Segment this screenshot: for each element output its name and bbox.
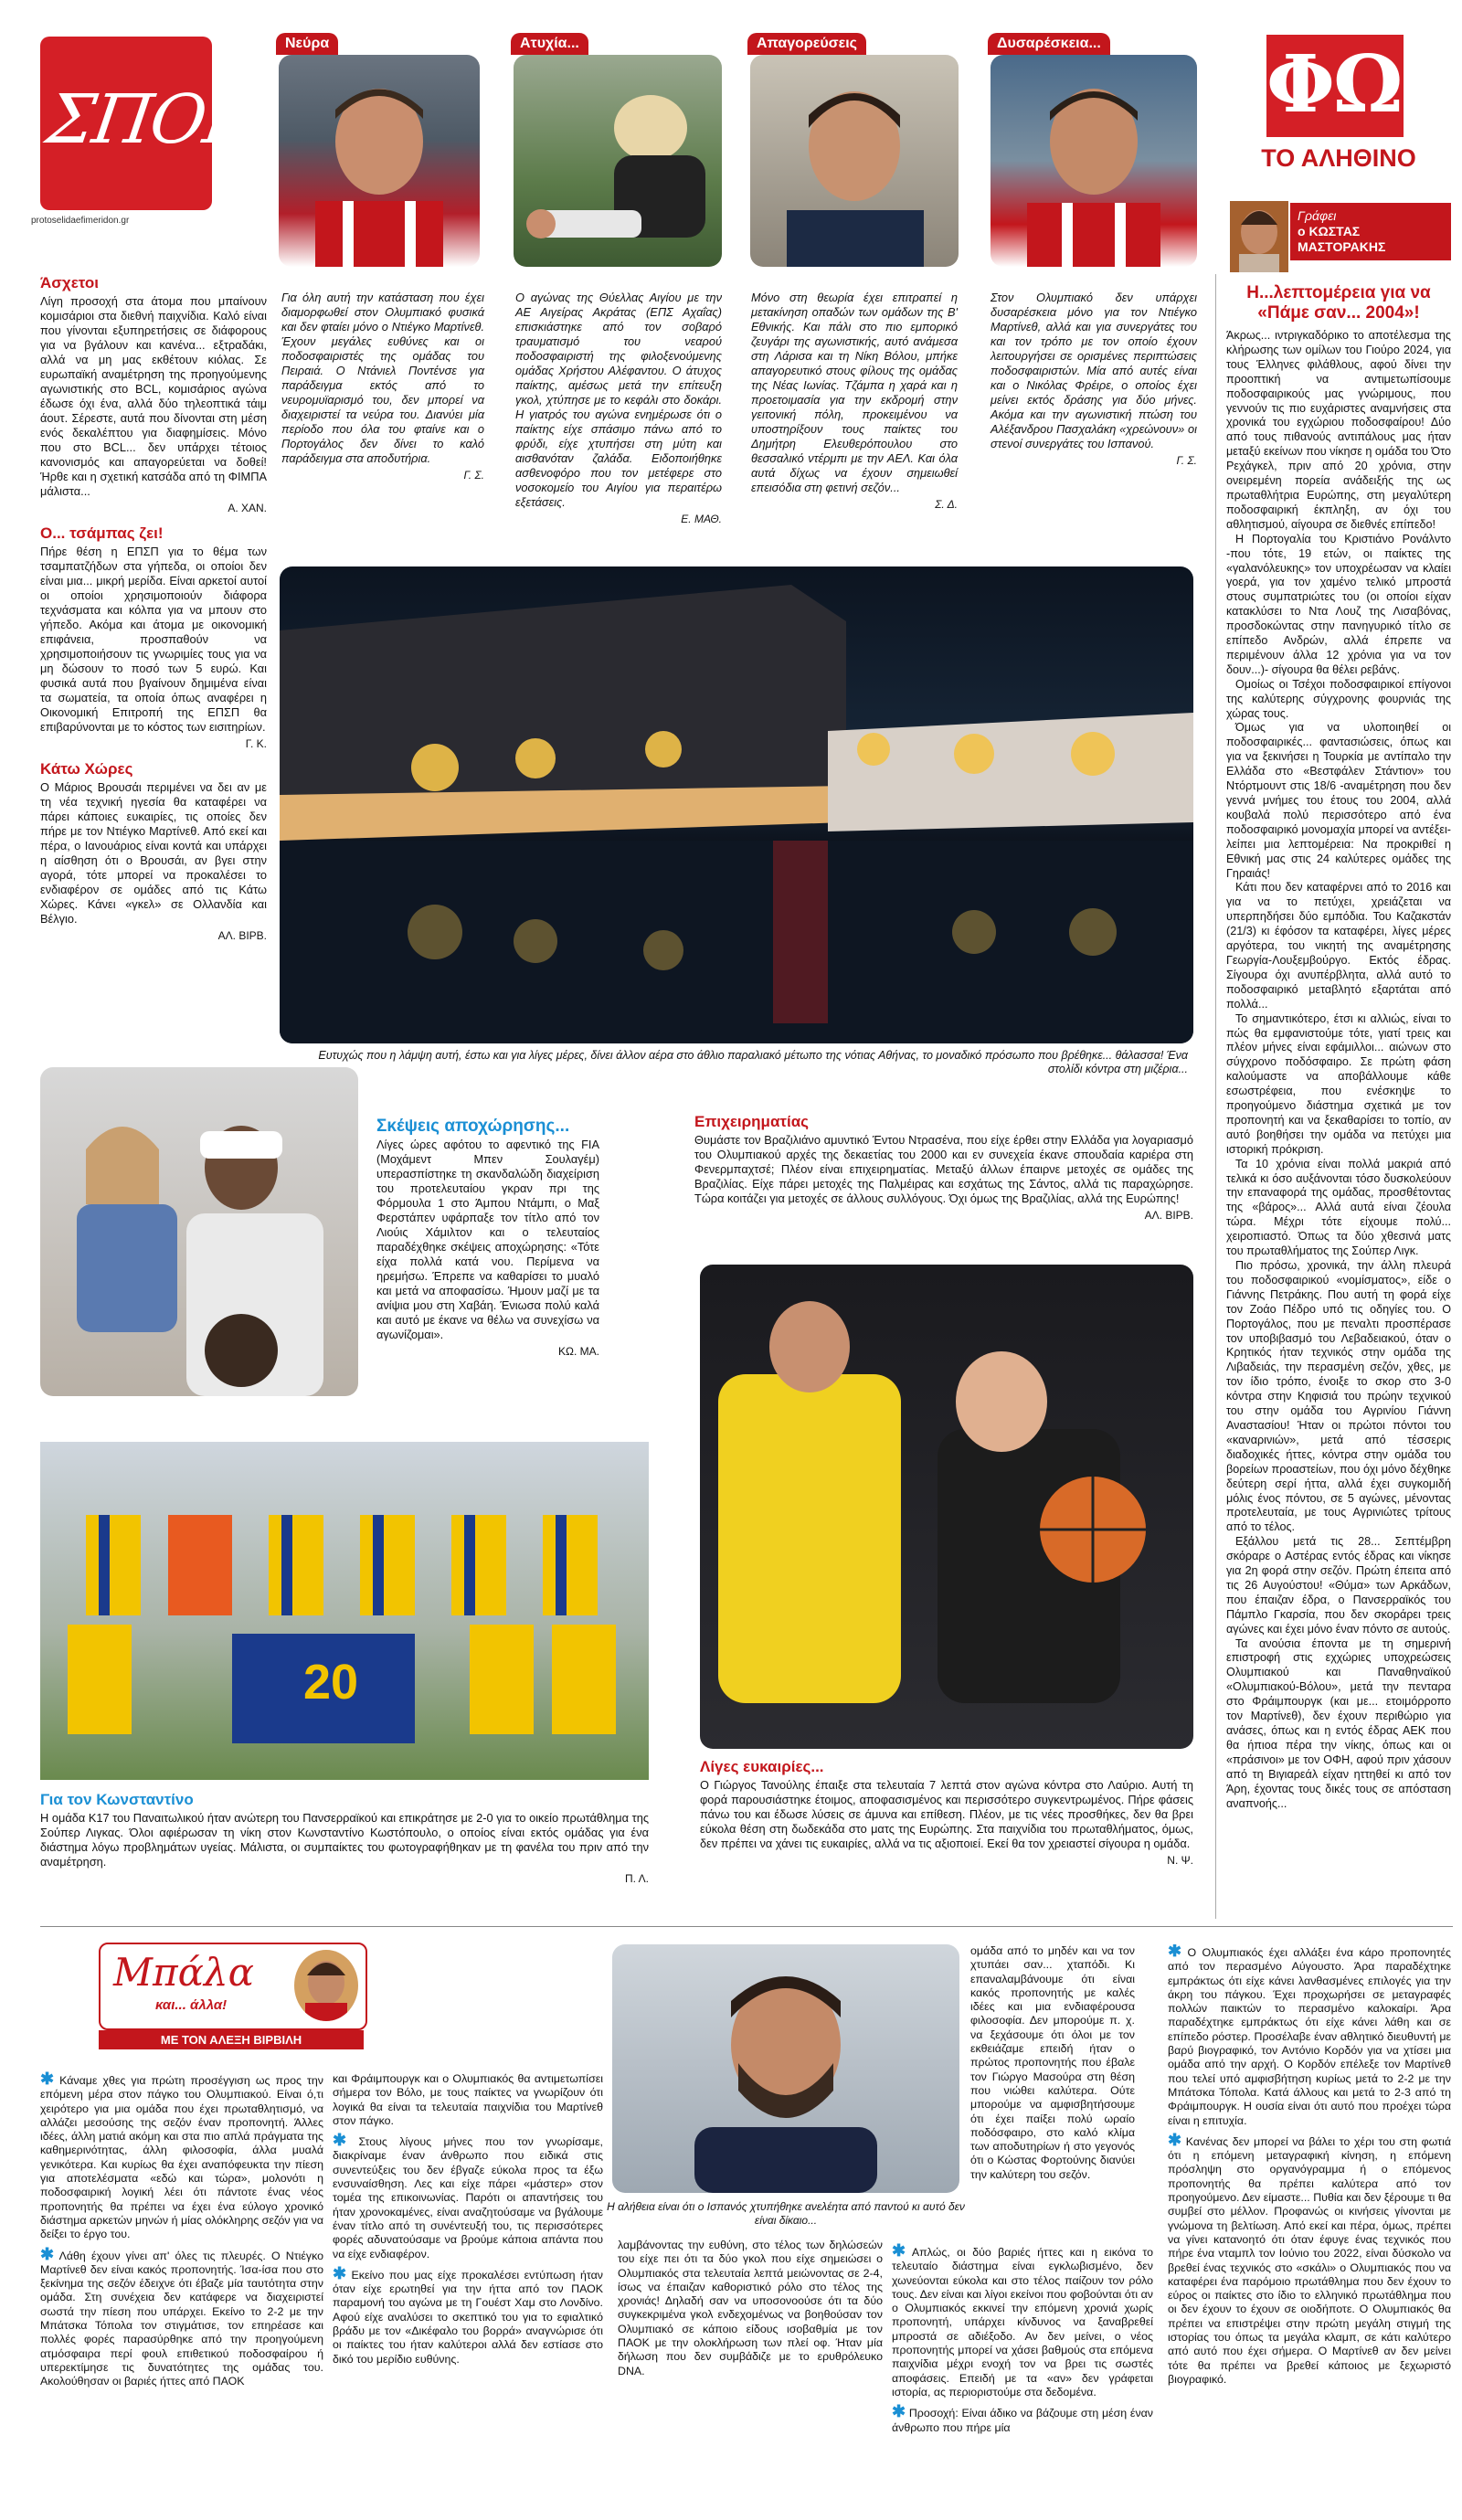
photo-basketball [700, 1265, 1193, 1749]
mpala-p4-text: Στους λίγους μήνες που τον γνωρίσαμε, διακρίναμε έναν άνθρωπο που ειδικά στις συνεντεύξεις του δεν έβγαζε εύκολα προς τα έξω ενσυναίσθηση. Λες και είχε πάρει «μάστερ» στον τομέα της επικοινωνίας. Παρότι οι απαντήσεις του ήταν χρονοκαμένες, είναι αναζητούσαμε να βγάλουμε έναν τίτλο από τη συνέντευξή του, τις περισσότερες φορές αδυνατούσαμε να βρούμε κάποια απάντα που να είχε ενδιαφέρον. [333, 2135, 603, 2261]
thoughts-sig: ΚΩ. ΜΑ. [558, 1345, 599, 1358]
neura-sig: Γ. Σ. [463, 469, 484, 482]
star-icon: ✱ [1168, 1944, 1182, 1960]
player2-portrait-icon [991, 55, 1197, 267]
apagoreuseis-body: Μόνο στη θεωρία έχει επιτραπεί η μετακίνηση οπαδών των ομάδων της Β' Εθνικής. Και πάλι στο πιο εμπορικό ζευγάρι της αγωνιστικής, αυτό ανάμεσα στη Λάρισα και τη Νίκη Βόλου, μπήκε απαγορευτικό στους φίλους της ομάδας της Νέας Ιωνίας. Τζάμπα η χαρά και η προετοιμασία για την εκδρομή στην γειτονική πόλη, προκειμένου να υποστηρίξουν τους παίκτες του Δημήτρη Ελευθερόπουλου στο θεσσαλικό ντέρμπι με την ΑΕΛ. Και όλα αυτά δίχως να έχουν σημειωθεί επεισόδια στη φετινή σεζόν... [751, 291, 958, 494]
injury-scene-icon [514, 55, 722, 267]
fos-byline [1290, 203, 1451, 260]
night-building-icon [280, 566, 1193, 1043]
photo-coach [750, 55, 959, 267]
cat-dysaresk: Δυσαρέσκεια... [988, 33, 1110, 55]
fos-p4: Όμως για να υλοποιηθεί οι ποδοσφαιρικές... φαντασιώσεις, όπως και για να ξεκινήσει η Τουρκία με αντίπαλο την Ελλάδα στο «Βεστφάλεν Στάντιον» του Ντόρτμουντ στις 18/6 -αναμέτρηση που δεν γεννά μνήμες του έτους του 2004, αλλά κουβαλά πολύ περισσότερο από ένα ποδοσφαιρικό μονομαχία μπορεί να αντέξει- λείπει μια λεπτομέρεια: Να προκριθεί η Εθνική μας στις 24 καλύτερες ομάδες της Γηραιάς! [1226, 721, 1451, 880]
tsampas-sig: Γ. Κ. [245, 737, 267, 750]
player-portrait-icon [279, 55, 480, 267]
mpala-col-1 [40, 2072, 323, 2389]
bottom-section-divider [40, 1926, 1453, 1927]
site-url: protoselidaefimeridon.gr [31, 216, 130, 226]
article-konstantinos [40, 1791, 649, 1886]
heading-konstantinos: Για τον Κωνσταντίνο [40, 1791, 194, 1808]
mpala-p10 [1168, 2130, 1451, 2387]
heading-asxetoi: Άσχετοι [40, 274, 99, 291]
text-dysaresk [991, 291, 1197, 468]
heading-business: Επιχειρηματίας [694, 1113, 810, 1130]
star-icon: ✱ [892, 2241, 906, 2260]
mpala-p9-text: Ο Ολυμπιακός έχει αλλάξει ένα κάρο προπονητές από τον περασμένο Αύγουστο. Άρα παραδέχτηκε εμπράκτως ότι είχε κάνει λανθασμένες επιλογές για την άκρη του πάγκου. Έχει προχωρήσει σε μεταγραφές πολλών παικτών το περασμένο καλοκαίρι. Άρα παραδέχτηκε εμπράκτως ότι είχε κάνει λάθη και σε επίπεδο ρόστερ. Προσέλαβε έναν αθλητικό διευθυντή με βαρύ βιογραφικό, τον Αντόνιο Κορδόν για να χτίσει μια ομάδα από την αρχή. Ο Κορδόν επέλεξε τον Μαρτίνεθ που τελεί υπό αμφισβήτηση κυρίως μετά το 2-2 με την Μπάτσκα Τόπολα. Κατά άλλους και μετά το 2-3 από τη Φράιμπουργκ. Η ουσία είναι ότι αυτό που προέχει τώρα είναι η επιτυχία. [1168, 1946, 1451, 2127]
kato-xores-sig: ΑΛ. ΒΙΡΒ. [217, 929, 267, 942]
mpala-p5 [333, 2263, 603, 2366]
fos-p9: Εξάλλου μετά τις 28... Σεπτέμβρη σκόραρε ο Αστέρας εντός έδρας και νίκησε για 2η φορά στην σεζόν. Πρώτη έπειτα από τις 26 Αυγούστου! «Θύμα» των Αρκάδων, που έπαιζαν έδρα, ο Πανσερραϊκός του Πάμπλο Γκαρσία, που δεν σκοράρει τρεις αγώνες και έχει μόνο έναν πόντο σε αυτούς. [1226, 1535, 1451, 1636]
fos-article-body [1226, 329, 1451, 1919]
photo-injury [514, 55, 722, 267]
photo-hamilton [40, 1067, 358, 1396]
mpala-logo-sub: και... άλλα! [155, 1997, 228, 2013]
star-icon: ✱ [892, 2402, 906, 2421]
mpala-prosochi-text: Προσοχή: Είναι άδικο να βάζουμε στη μέση έναν άνθρωπο που πήρε μία [892, 2407, 1153, 2434]
photo-podence [279, 55, 480, 267]
mpala-p2 [40, 2244, 323, 2389]
mpala-p8-text: Απλώς, οι δύο βαριές ήττες και η εικόνα το τελευταίο διάστημα είναι εγκλωβισμένο, δεν χωνεύονται εύκολα και στο τέλος παίζουν τον ρόλο τους. Δεν είναι και λίγοι εκείνοι που φοβούνται ότι αν ο Ολυμπιακός εκκινεί την επόμενη χρονιά χωρίς προπονητή, υπάρχει κίνδυνος να ξαναβρεθεί μπροστά σε αδιέξοδο. Αν δεν μείνει, ο νέος προπονητής μπορεί να χάσει βαθμούς στα επόμενα παιχνίδια μέχρι ενοχή τον να βρει τις σωστές αποφάσεις. Επειδή με τα «αν» δεν γράφεται ιστορία, ας περιοριστούμε στα δεδομένα. [892, 2246, 1154, 2398]
photo-martinez-bottom [612, 1944, 959, 2193]
mpala-prosochi [892, 2402, 1153, 2435]
heading-kato-xores: Κάτω Χώρες [40, 760, 133, 778]
fos-p8: Πιο πρόσω, χρονικά, την άλλη πλευρά του ποδοσφαιρικού «νομίσματος», είδε ο Γιάννης Πετράκης. Που αυτή τη φορά είχε τον Ζοάο Πέδρο υπό τις οδηγίες του. Ο Πορτογάλος, που με πεναλτι προσπέρασε τον υποβιβασμό του Λεβαδειακού, όταν ο Κρητικός ήταν τεχνικός στην ομάδα της Λιβαδειάς, την περασμένη σεζόν, χθες, με τον ίδιο τρόπο, ένοιξε το σκορ στο 3-0 κόντρα στην Κηφισιά του πρώην τεχνικού του στην ομάδα του Αγρινίου Γιάννη Αναστασίου! Ήταν οι πρώτοι πόντοι του «καναρινιών», μετά από τέσσερις διαδοχικές ήττες, κόντρα στην ομάδα του βορείων προαστείων, που όχι μόνο δέχθηκε δεύτερη σερί ήττα, αλλά έχει συγκομιδή μόλις ένος πόντου, σε 5 αγώνες, μένοντας προτελευταία, με τους Αγρινιώτες τρίτους από το τέλος. [1226, 1259, 1451, 1534]
dysaresk-sig: Γ. Σ. [1176, 454, 1197, 467]
sports-logo-text: ΣΠΟΡ [41, 80, 254, 159]
mpala-p2-text: Λάθη έχουν γίνει απ' όλες τις πλευρές. Ο Ντιέγκο Μαρτίνεθ δεν είναι κακός προπονητής. Ίσα-ίσα που στο ξεκίνημα της σεζόν έδειχνε ότι έβαζε μία ταυτότητα στην ομάδα. Στη συνέχεια δεν κατάφερε να διαχειριστεί σωστά την πίεση που υπάρχει. Εκείνο το 2-2 με την Μπάτσκα Τόπολα τον στιγμάτισε, τον επηρέασε και πολλές φορές παρασύρθηκε από την προηγούμενη ατμόσφαιρα περί φουλ επιθετικού ποδοσφαίρου ή υπερεκτίμησε τις δυνατότητες της ομάδας του. Ακολούθησαν οι βαριές ήττες από ΠΑΟΚ [40, 2249, 323, 2388]
thoughts-body: Λίγες ώρες αφότου το αφεντικό της FIA (Μοχάμεντ Μπεν Σουλαγέμ) υπερασπίστηκε τη σκανδαλώδη διαχείριση του προτελευταίου γκραν πρι της Φόρμουλα 1 στο Άμπου Ντάμπι, ο Μαξ Φερστάπεν υφάρπαξε τον τίτλο από τον Λιούις Χάμιλτον και ο τελευταίος παραδέχθηκε σκέψεις αποχώρησης: «Τότε είχα πολλά κατά νου. Περίμενα να ηρεμήσω. Έπρεπε να καθαρίσει το μυαλό και μετά να αποφασίσω. Ήμουν μαζί με τα ανίψια μου στη Χαβάη. Ένιωσα πολύ καλά και αυτό με έκανε να θέλω να συνεχίσω να αγωνίζομαι». [376, 1138, 599, 1341]
heading-tsampas: Ο... τσάμπας ζει! [40, 524, 164, 542]
mpala-p5-text: Εκείνο που μας είχε προκαλέσει εντύπωση ήταν όταν είχε ερωτηθεί για την ήττα από τον ΠΑΟΚ παραμονή του αγώνα με τη Γουέστ Χαμ στο Λονδίνο. Αφού είχε αναλύσει το σκεπτικό του για το εφιαλτικό βράδυ με τον «Δικέφαλο του βορρά» αναγνώρισε ότι οι παίκτες του ήταν καλύτεροι αλλά δεν εστίασε στο δικό του μερίδιο ευθύνης. [333, 2268, 603, 2366]
star-icon: ✱ [1168, 2130, 1182, 2149]
mpala-col-3 [618, 2239, 883, 2378]
coach-portrait-icon [750, 55, 959, 267]
fos-author-photo [1230, 201, 1288, 272]
byline-line2: ο ΚΩΣΤΑΣ [1298, 224, 1361, 238]
fos-headline-1: Η...λεπτομέρεια για να [1246, 283, 1431, 302]
article-few-chances [700, 1758, 1193, 1868]
mpala-col-4 [970, 1944, 1135, 2182]
konstantinos-body: Η ομάδα Κ17 του Παναιτωλικού ήταν ανώτερη του Πανσερραϊκού και επικράτησε με 2-0 για το οικείο πρωτάθλημα της Σούπερ Λιγκας. Όλοι αφιέρωσαν τη νίκη στον Κωνσταντίνο Κωστόπουλο, ο οποίος είναι εκτός ομάδας για ένα διάστημα λόγω προβλημάτων υγείας. Μάλιστα, οι συμπαίκτες του φωτογραφήθηκαν με τη φανέλα του πριν από την αναμέτρηση. [40, 1811, 649, 1869]
author-avatar-icon [1230, 201, 1288, 272]
fos-p10: Τα ανούσια έποντα με τη σημερινή επιστροφή στις εχχώριες υποχρεώσεις Ολυμπιακού και Παναθηναϊκού «Ολυμπιακού-Βόλου», μετά την πενταρα στο Φράιμπουργκ (και με... ετοιμόρροπο τον Μαρτίνεθ), δεν έχουν περιθώριο για ανάσες, όπως και η εντός έδρας ΑΕΚ που θα ήπιοα πέρα την νίκης, όπως και οι «πράσινοι» με τον ΟΦΗ, αφού πριν χάσουν από τη Βιγιαρεάλ είχαν ηττηθεί κι από τον Άρη, έχοντας τους δικές τους σε απόσταση αναπνοής... [1226, 1636, 1451, 1810]
left-column [40, 274, 267, 943]
photo-team [40, 1442, 649, 1780]
sports-logo [40, 37, 254, 210]
asxetoi-body: Λίγη προσοχή στα άτομα που μπαίνουν κομισάριοι στα διεθνή παιχνίδια. Καλό είναι που γίνονται εξυπηρετήσεις σε διάφορους για να βγάλουν και κανένα... εξτραδάκι, αλλά να μη μας εκθέτουν κιόλας. Σε ευρωπαϊκή αναμέτρηση της προηγούμενης αγωνιστικής στο BCL, κομισάριος αγώνα έδωσε όχι ένα, αλλά δύο τηλεοπτικά τάιμ άουτ. Σέρεστε, αυτά που δίνονται στη μέση ενός δεκαλέπτου για διαφημίσεις. Μόνο που στο BCL... δεν υπάρχει τέτοιος κανονισμός και απαγορεύεται να δοθεί! Ήρθε και η σχετική κατσάδα από τη ΦΙΜΠΑ μάλιστα... [40, 294, 267, 498]
mpala-col-2 [333, 2072, 603, 2366]
neura-body: Για όλη αυτή την κατάσταση που έχει διαμορφωθεί στον Ολυμπιακό φυσικά και δεν φταίει μόνο ο Ντιέγκο Μαρτίνεθ. Έχουν μεγάλες ευθύνες και οι ποδοσφαιριστές της ομάδας του Πειραιά. Ο Ντάνιελ Ποντένσε για παράδειγμα εκτός από το νευρομυϊαρισμό του, δεν μπορεί να διαχειριστεί τα νεύρα του. Διανύει μία περίοδο που όλα του φταίνε και ο Πορτογάλος δεν δίνει το καλό παράδειγμα στα αποδυτήρια. [281, 291, 484, 465]
fos-subtitle: ΤΟ ΑΛΗΘΙΝΟ [1261, 144, 1416, 172]
atyxia-body: Ο αγώνας της Θύελλας Αιγίου με την ΑΕ Αιγείρας Ακράτας (ΕΠΣ Αχαΐας) επισκιάστηκε από τον σοβαρό τραυματισμό του νεαρού ποδοσφαιριστή της φιλοξενούμενης ομάδας Χρήστου Αλέφαντου. Ο άτυχος παίκτης, αμέσως μετά την επίτευξη γκολ, χτύπησε με το κεφάλι στο δοκάρι. Η γιατρός του αγώνα ενημέρωσε ότι ο παίκτης είχε σπάσιμο πάνω από το φρύδι, είχε χτυπήσει στη μύτη και αισθανόταν ζαλάδα. Ειδοποιήθηκε ασθενοφόρο που τον μετέφερε στο νοσοκομείο του Αιγίου για περαιτέρω εξετάσεις. [515, 291, 722, 509]
big-photo-caption: Ευτυχώς που η λάμψη αυτή, έστω και για λίγες μέρες, δίνει άλλον αέρα στο άθλιο παραλιακό μέτωπο της νότιας Αθήνας, το μοναδικό πρόσωπο που βρέθηκε... θάλασσα! Ένα στολίδι κόντρα στη μιζέρια... [318, 1049, 1188, 1075]
cat-atyxia: Ατυχία... [511, 33, 588, 55]
asxetoi-sig: Α. ΧΑΝ. [228, 502, 267, 514]
jersey-number: 20 [303, 1655, 359, 1710]
heading-few-chances: Λίγες ευκαιρίες... [700, 1758, 824, 1775]
mpala-col-6 [1168, 1944, 1451, 2502]
article-thoughts [376, 1117, 599, 1359]
tsampas-body: Πήρε θέση η ΕΠΣΠ για το θέμα των τσαμπατζήδων στα γήπεδα, οι οποίοι δεν είναι μια... μικρή μερίδα. Είναι αρκετοί αυτοί οι οποίοι χρησιμοποιούν διάφορα τεχνάσματα και κόλπα για να μπουν στο γήπεδο. Ακόμα και άτομα με οικονομική επιφάνεια, προσπαθούν να χρησιμοποιήσουν τις γνωριμίες τους για να μη δώσουν το ποσό των 5 ευρώ. Και φυσικά αυτά που βγαίνουν δημιμένα είναι τα σωματεία, τα οποία όπως αναφέρει η Οικονομική Επιτροπή της ΕΠΣΠ θα επιβαρύνονται με το κόστος των εισιτηρίων. [40, 545, 267, 734]
few-chances-body: Ο Γιώργος Τανούλης έπαιξε στα τελευταία 7 λεπτά στον αγώνα κόντρα στο Λαύριο. Αυτή τη φορά παρουσιάστηκε έτοιμος, αποφασισμένος και περισσότερο συγκεντρωμένος. Πήρε φάσεις πάνω του και έδωσε λύσεις σε άμυνα και επίθεση. Πλέον, με τις νέες προσθήκες, δεν θα βρει εύκολα θέση στη δωδεκάδα στο ματς της Ευρώπης. Στα παιχνίδια του πρωταθλήματος, όμως, δεν πρέπει να χάνει τις ευκαιρίες, αλλά να τις αξιοποιεί. Εκεί θα τον χρειαστεί σίγουρα η ομάδα. [700, 1778, 1193, 1850]
mpala-p10-text: Κανένας δεν μπορεί να βάλει το χέρι του στη φωτιά ότι η επόμενη μεταγραφική κίνηση, η επόμενη πρόσληψη στο οργανόγραμμα ή ο επόμενος προπονητής θα πρέπει καλύτερα από τον προηγούμενο. Δεν είμαστε... Πυθία και δεν ξέρουμε τι θα συμβεί στο μέλλον. Προφανώς οι κινήσεις γίνονται με γνώμονα τη βελτίωση. Από εκεί και πέρα, όμως, πρέπει να γίνει κατανοητό ότι όταν έφυγε ένας τεχνικός που πήρε ένα νταμπλ τον Ιούνιο του 2022, είναι δύσκολο να βρεθεί ένας τεχνικός στο «σκάλι» ο Ολυμπιακός που να καταφέρει ένα παρόμοιο πρωτάθλημα που δεν έχουν το εύρος οι παίκτες στο ίδιο το ελληνικό πρωτάθλημα που οι δεν έχουν το έχουν σε οιοδήποτε. Ο Ολυμπιακός θα πρέπει να επιστρέψει στην πρώτη μεγάλη στιγμή της ιστορίας του όπως τα μεγάλα κλαμπ, σε κάτι καλύτερο από αυτό που έχει σήμερα. Ο Μαρτίνεθ αν δεν μείνει τότε θα πρέπει να βρεθεί κάποιος με ξεχωριστό βιογραφικό. [1168, 2134, 1451, 2386]
fos-p6: Το σημαντικότερο, έτσι κι αλλιώς, είναι το πώς θα εμφανιστούμε τότε, γιατί τρεις και πλέον μήνες είναι εφάμιλλοι... αιώνων στο σύγχρονο ποδόσφαιρο. Σε πρώτη φάση καλούμαστε να αποβάλλουμε κάθε εσωστρέφεια, που ενέσκηψε το προηγούμενο διάστημα σχετικά με τον προπονητή και να ξεκαθαρίσει το τοπίο, αν αυτό βοηθήσει την ομάδα να πετύχει μια ιστορική πρόκριση. [1226, 1011, 1451, 1156]
byline-line1: Γράφει [1298, 208, 1337, 223]
fos-p2: Η Πορτογαλία του Κριστιάνο Ρονάλντο -που τότε, 19 ετών, οι παίκτες της «γαλανόλευκης» τον υποχρέωσαν να κλαίει γοερά, για τον χαμένο τελικό μπροστά στους συμπατριώτες του (οι οποίοι είχαν κατακλύσει το Ντα Λουζ της Λισαβόνας, προσδοκώντας στην πανηγυρικό τίτλο σε επίπεδο Ανδρών, αλλά έπρεπε να περιμένουν άλλα 12 χρόνια για να τον δουν...)- σίγουρα θα θέλει ρεβάνς. [1226, 532, 1451, 676]
mpala-p3: και Φράιμπουργκ και ο Ολυμπιακός θα αντιμετωπίσει σήμερα τον Βόλο, με τους παίκτες να γνωρίζουν ότι λογικά θα είναι τα τελευταία παιχνίδια του Μαρτίνεθ στον πάγκο. [333, 2072, 603, 2127]
fos-p3: Ομοίως οι Τσέχοι ποδοσφαιρικοί επίγονοι της καλύτερης σύγχρονης φουρνιάς της χώρας τους. [1226, 677, 1451, 720]
article-business [694, 1113, 1193, 1223]
fos-logo [1266, 35, 1456, 137]
star-icon: ✱ [40, 2244, 55, 2263]
fos-p5: Κάτι που δεν καταφέρνει από το 2016 και για να το πετύχει, χρειάζεται να υπερπηδήσει δύο εμπόδια. Του Καζακστάν (21/3) κι έφόσον τα καταφέρει, λίγες μέρες αργότερα, του νικητή της αναμέτρησης Γεωργία-Λουξεμβούργο. Εκτός έδρας. Σίγουρα όχι ανυπέρβλητα, αλλά αυτό το ποδοσφαιρικό μεταβλητό εξαρτάται από πολλά... [1226, 881, 1451, 1011]
business-body: Θυμάστε τον Βραζιλιάνο αμυντικό Έντου Ντρασένα, που είχε έρθει στην Ελλάδα για λογαριασμό του Ολυμπιακού αρχές της δεκαετίας του 2000 και εν συνεχεία έκανε σπουδαία καριέρα στη Φενερμπαχτσέ; Πλέον είναι επιχειρηματίας. Μεταξύ άλλων έπαιρνε μετοχές σε ομάδες της Βραζιλίας. Είχε πάρει μετοχές της Παλμέιρας και εσχάτως της Σάντος, αλλά τις παραχώρησε. Τώρα κοιτάζει για μετοχές σε άλλους συλλόγους. Όχι όμως της Βραζιλίας, αλλά της Ευρώπης! [694, 1133, 1193, 1205]
mpala-p7: ομάδα από το μηδέν και να τον χτυπάει σαν... χταπόδι. Κι επαναλαμβάνουμε ότι είναι κακός προπονητής με καλές ιδέες και μια ενδιαφέρουσα φιλοσοφία. Δεν μπορούμε π. χ. να ξεχάσουμε ότι όλοι με τον εκθειάζαμε επειδή ήταν ο πρώτος προπονητής που έβαλε τον Γιώργο Μασούρα στη θέση που νιώθει καλύτερα. Ούτε μπορούμε να αμφισβητήσουμε ότι έχει παίξει πολύ ωραίο ποδόσφαιρο, στο καλό κλίμα των αποδυτηρίων ή στο γεγονός ότι ο Κώστας Φορτούνης διανύει την καλύτερη του σεζόν. [970, 1944, 1135, 2181]
heading-thoughts: Σκέψεις αποχώρησης... [376, 1117, 570, 1136]
dysaresk-body: Στον Ολυμπιακό δεν υπάρχει δυσαρέσκεια μόνο για τον Ντιέγκο Μαρτίνεθ, αλλά και για συνεργάτες του και τον τρόπο με τον οποίο έχουν λειτουργήσει σε ορισμένες περιπτώσεις ποδοσφαιριστών. Μία από αυτές είναι και ο Νικόλας Φρέιρε, ο οποίος έχει μείνει εκτός δράσης για δύο μήνες. Ακόμα και την αγωνιστική πτώση του Αλέξανδρου Πασχαλάκη «χρεώνουν» οι στενοί συνεργάτες του Ισπανού. [991, 291, 1197, 450]
star-icon: ✱ [333, 2263, 347, 2282]
fos-p1: Άκρως... ιντριγκαδόρικο το αποτέλεσμα της κλήρωσης των ομίλων του Γιούρο 2024, για τους Έλληνες φιλάθλους, αφού δίνει την προοπτική να αντιμετωπίσουμε ποδοσφαιρικούς μας γνώριμους, που γεννούν τις πιο ευχάριστες αναμνήσεις στα χρονικά του εγχώριου ποδοσφαίρου! Δύο από τους πιθανούς αντιπάλους μας ήταν μεταξύ εκείνων που νίκησε η ομάδα του Ότο Ρεχάγκελ, πριν από 20 χρόνια, στην ονειρεμένη πορεία ανάδειξής της ως πρωταθλήτρια Ευρώπης, στη μεγαλύτερη ποδοσφαιρική έκπληξη, αν όχι του αθλητισμού, αίγουρα σε διεθνές επίπεδο! [1226, 329, 1451, 531]
big-photo-snfcc [280, 566, 1193, 1043]
mpala-p1-text: Κάναμε χθες για πρώτη προσέγγιση ως προς την επόμενη μέρα στον πάγκο του Ολυμπιακού. Είναι ό,τι χειρότερο για μια ομάδα που έχει πρωταθλητισμό, να αλλάζει μεσούσης της σεζόν έναν προπονητή. Άλλες ιδέες, άλλη ματιά ακόμη και στα πιο απλά πράγματα της καθημερινότητας, άλλη φιλοσοφία, άλλα μυαλά γενικότερα. Και κυρίως θα έχει αναπόφευκτα την πίεση για αποτελέσματα «εδώ και τώρα», μολονότι η ποδοσφαιρική λογική λέει ότι πάντοτε ένας νέος προπονητής θα πρέπει να έχει ένα εύλογο χρονικό διάστημα αρκετών μηνών ή μίας ολόκληρης σεζόν για να δείξει το έργο του. [40, 2074, 323, 2241]
hamilton-photo-icon [40, 1067, 358, 1396]
atyxia-sig: Ε. ΜΑΘ. [681, 513, 722, 525]
basketball-photo-icon [700, 1265, 1193, 1749]
mpala-photo-caption: Η αλήθεια είναι ότι ο Ισπανός χτυπήθηκε ανελέητα από παντού κι αυτό δεν είναι δίκαιο... [607, 2200, 965, 2227]
mpala-byline: ΜΕ ΤΟΝ ΑΛΕΞΗ ΒΙΡΒΙΛΗ [99, 2030, 364, 2049]
fos-headline-2: «Πάμε σαν... 2004»! [1257, 303, 1420, 323]
mpala-author-photo [294, 1950, 358, 2021]
right-col-divider [1215, 274, 1216, 1919]
photo-martinez [991, 55, 1197, 267]
byline-line3: ΜΑΣΤΟΡΑΚΗΣ [1298, 239, 1386, 254]
mpala-p1 [40, 2072, 323, 2242]
martinez-portrait-icon [612, 1944, 959, 2193]
text-atyxia [515, 291, 722, 526]
mpala-logo [99, 1943, 367, 2030]
team-photo-icon [40, 1442, 649, 1780]
star-icon: ✱ [333, 2131, 347, 2150]
konstantinos-sig: Π. Λ. [624, 1872, 649, 1885]
mpala-author-icon [294, 1950, 358, 2021]
fos-p7: Τα 10 χρόνια είναι πολλά μακριά από τελικά κι όσο αυξάνονται τόσο δυσκολεύουν την επαναφορά της ομάδας, προσθέτοντας της «βάρος»... Αλλά αυτά είναι ζέουλα τώρα. Μέχρι τότε είχουμε πολύ... χειροπιαστό. Όπως τα δύο χθεσινά ματς του πρωταθλήματος της Σούπερ Λιγκ. [1226, 1157, 1451, 1258]
cat-apagoreuseis: Απαγορεύσεις [747, 33, 866, 55]
mpala-p9 [1168, 1944, 1451, 2128]
mpala-p4 [333, 2131, 603, 2261]
fos-headline [1224, 283, 1453, 323]
fos-logo-text: ΦΩΣ [1266, 38, 1456, 131]
few-chances-sig: Ν. Ψ. [1167, 1854, 1193, 1867]
mpala-col-5 [892, 2241, 1154, 2435]
star-icon: ✱ [40, 2070, 55, 2088]
apagoreuseis-sig: Σ. Δ. [935, 498, 958, 511]
mpala-p6: λαμβάνοντας την ευθύνη, στο τέλος των δηλώσεών του είχε πει ότι τα δύο γκολ που είχε σημειώσει ο Ολυμπιακός στα τελευταία λεπτά μειώνοντας σε 2-4, ίσως να έπαιζαν καθοριστικό ρόλο στο τέλος της χρονιάς! Δηλαδή σαν να υποσονοούσε ότι τα δύο συγκεκριμένα γκολ ενδεχομένως να βοηθούσαν τον Ολυμπιακό σε κάποιο είδους ισοβαθμία με τον ΠΑΟΚ με την ολοκλήρωση των πλεί οφ. Ήταν μία δήλωση που δεν συμβάδιζε με το ερυθρόλευκο DNA. [618, 2239, 883, 2377]
mpala-logo-text: Μπάλα [113, 1950, 254, 1995]
business-sig: ΑΛ. ΒΙΡΒ. [1144, 1209, 1193, 1222]
text-neura [281, 291, 484, 482]
text-apagoreuseis [751, 291, 958, 512]
cat-neura: Νεύρα [276, 33, 338, 55]
mpala-p8 [892, 2241, 1154, 2399]
kato-xores-body: Ο Μάριος Βρουσάι περιμένει να δει αν με τη νέα τεχνική ηγεσία θα καταφέρει να πάρει κάποιες ευκαιρίες, τις οποίες δεν πήρε με τον Ντιέγκο Μαρτίνεθ. Από εκεί και πέρα, ο Ιανουάριος είναι κοντά και υπάρχει η αίσθηση ότι ο Βρουσάι, αν βγει στην αγορά, τότε μπορεί να προκαλέσει το ενδιαφέρον σε ομάδες από τις Κάτω Χώρες. Κάνει «γκελ» σε Ολλανδία και Βέλγιο. [40, 780, 267, 926]
